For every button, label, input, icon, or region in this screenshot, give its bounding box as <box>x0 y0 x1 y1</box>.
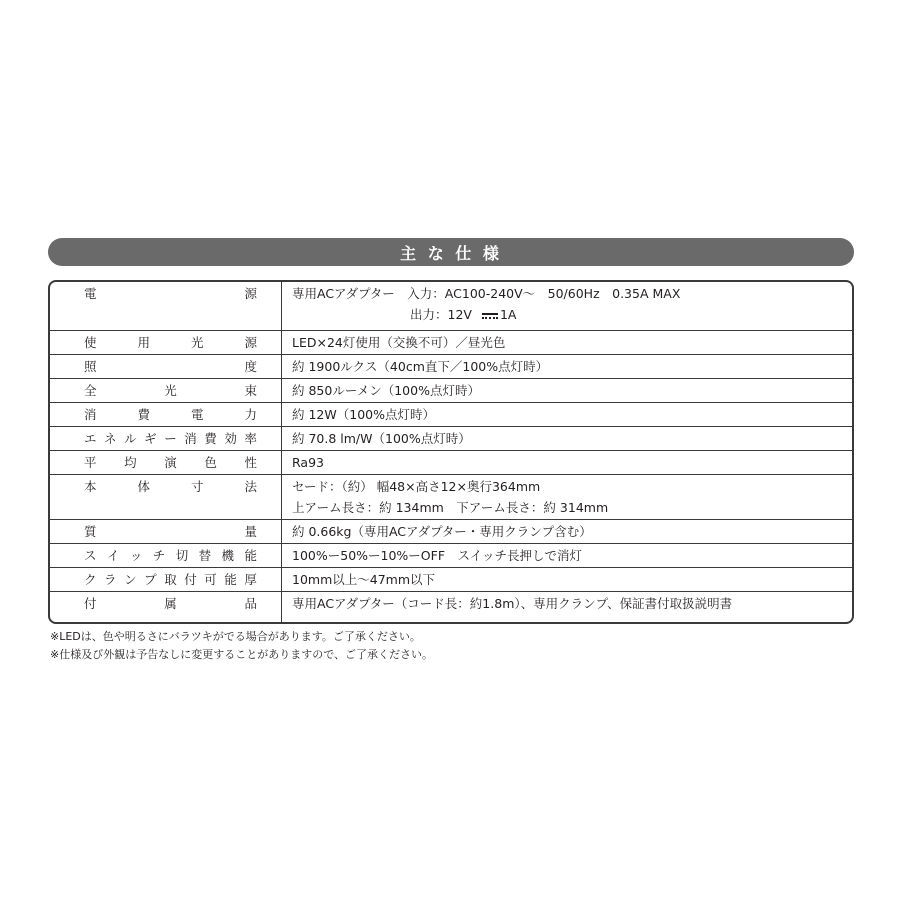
spec-value: Ra93 <box>292 455 324 470</box>
spec-row-light-source <box>50 330 852 354</box>
spec-row-accessories <box>50 591 852 622</box>
spec-row-illuminance <box>50 354 852 378</box>
spec-row-dimensions <box>50 474 852 519</box>
note-line: ※仕様及び外観は予告なしに変更することがありますので、ご了承ください。 <box>50 648 433 661</box>
spec-label: 全 光 束 <box>50 379 282 402</box>
spec-label: 付 属 品 <box>50 592 282 622</box>
spec-row-luminous-flux <box>50 378 852 402</box>
spec-value: 約 1900ルクス（40cm直下／100%点灯時） <box>292 359 549 374</box>
spec-row-power-source <box>50 282 852 330</box>
spec-label: 平 均 演 色 性 <box>50 451 282 474</box>
spec-row-switch <box>50 543 852 567</box>
spec-value: 専用ACアダプター（コード長：約1.8m）、専用クランプ、保証書付取扱説明書 <box>292 596 733 611</box>
spec-value: 専用ACアダプター 入力：AC100-240V〜 50/60Hz 0.35A MAX 出力：12V 1A <box>292 286 681 322</box>
spec-value: 約 70.8 lm/W（100%点灯時） <box>292 431 471 446</box>
spec-label: 本 体 寸 法 <box>50 475 282 519</box>
spec-table <box>48 280 854 624</box>
title-bar <box>48 238 854 266</box>
spec-row-clamp-thickness <box>50 567 852 591</box>
spec-label: 使 用 光 源 <box>50 331 282 354</box>
spec-label: 電 源 <box>50 282 282 330</box>
spec-value: セード：（約） 幅48×高さ12×奥行364mm 上アーム長さ：約 134mm 下アーム長さ：約 314mm <box>292 479 609 515</box>
spec-label: 質 量 <box>50 520 282 543</box>
spec-value: 約 0.66kg（専用ACアダプター・専用クランプ含む） <box>292 524 592 539</box>
spec-value: 約 12W（100%点灯時） <box>292 407 435 422</box>
spec-value: 100%ー50%ー10%ーOFF スイッチ長押しで消灯 <box>292 548 583 563</box>
spec-label: エ ネ ル ギ ー 消 費 効 率 <box>50 427 282 450</box>
spec-row-color-rendering <box>50 450 852 474</box>
spec-value: 約 850ルーメン（100%点灯時） <box>292 383 480 398</box>
spec-label: 消 費 電 力 <box>50 403 282 426</box>
spec-label: ク ラ ン プ 取 付 可 能 厚 <box>50 568 282 591</box>
dc-symbol-icon <box>482 312 498 320</box>
page-title: 主 な 仕 様 <box>400 243 502 263</box>
spec-label: 照 度 <box>50 355 282 378</box>
spec-label: ス イ ッ チ 切 替 機 能 <box>50 544 282 567</box>
spec-row-energy-efficiency <box>50 426 852 450</box>
spec-value: LED×24灯使用（交換不可）／昼光色 <box>292 335 506 350</box>
note-line: ※LEDは、色や明るさにバラツキがでる場合があります。ご了承ください。 <box>50 630 421 643</box>
spec-value: 10mm以上〜47mm以下 <box>292 572 436 587</box>
notes <box>50 628 433 664</box>
spec-row-power-consumption <box>50 402 852 426</box>
spec-row-weight <box>50 519 852 543</box>
